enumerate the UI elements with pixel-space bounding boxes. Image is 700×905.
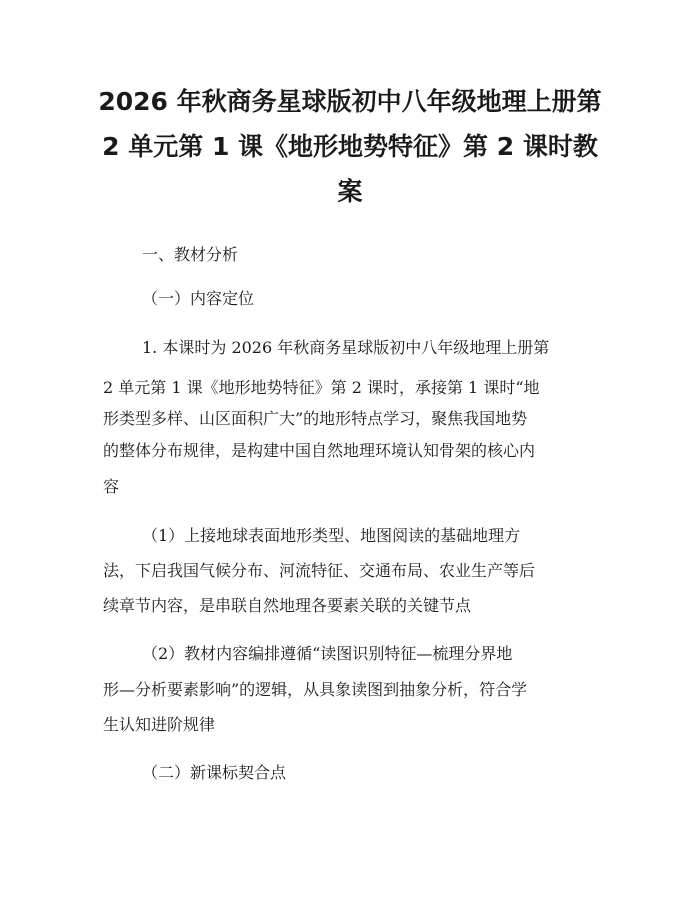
paragraph-1-line-2: 2 单元第 1 课《地形地势特征》第 2 课时，承接第 1 课时“地 [103, 378, 540, 397]
subsection-heading-new-curriculum-alignment: （二）新课标契合点 [142, 763, 287, 782]
paragraph-1-line-1: 1. 本课时为 2026 年秋商务星球版初中八年级地理上册第 [142, 338, 550, 357]
paragraph-3-line-2: 形—分析要素影响”的逻辑，从具象读图到抽象分析，符合学 [103, 680, 528, 699]
document-title-line-1: 2026 年秋商务星球版初中八年级地理上册第 [98, 87, 602, 116]
subsection-heading-content-positioning: （一）内容定位 [142, 289, 255, 308]
paragraph-3-line-1: （2）教材内容编排遵循“读图识别特征—梳理分界地 [142, 644, 513, 663]
paragraph-1-line-5: 容 [103, 477, 120, 496]
paragraph-3-line-3: 生认知进阶规律 [103, 715, 216, 734]
paragraph-1-line-4: 的整体分布规律，是构建中国自然地理环境认知骨架的核心内 [103, 441, 536, 460]
document-title-line-3: 案 [337, 177, 363, 206]
paragraph-2-line-2: 法，下启我国气候分布、河流特征、交通布局、农业生产等后 [103, 561, 536, 580]
paragraph-2-line-1: （1）上接地球表面地形类型、地图阅读的基础地理方 [142, 526, 521, 545]
section-heading-teaching-material-analysis: 一、教材分析 [142, 245, 239, 264]
document-title-line-2: 2 单元第 1 课《地形地势特征》第 2 课时教 [102, 132, 598, 161]
paragraph-2-line-3: 续章节内容，是串联自然地理各要素关联的关键节点 [103, 596, 472, 615]
paragraph-1-line-3: 形类型多样、山区面积广大”的地形特点学习，聚焦我国地势 [103, 409, 528, 428]
